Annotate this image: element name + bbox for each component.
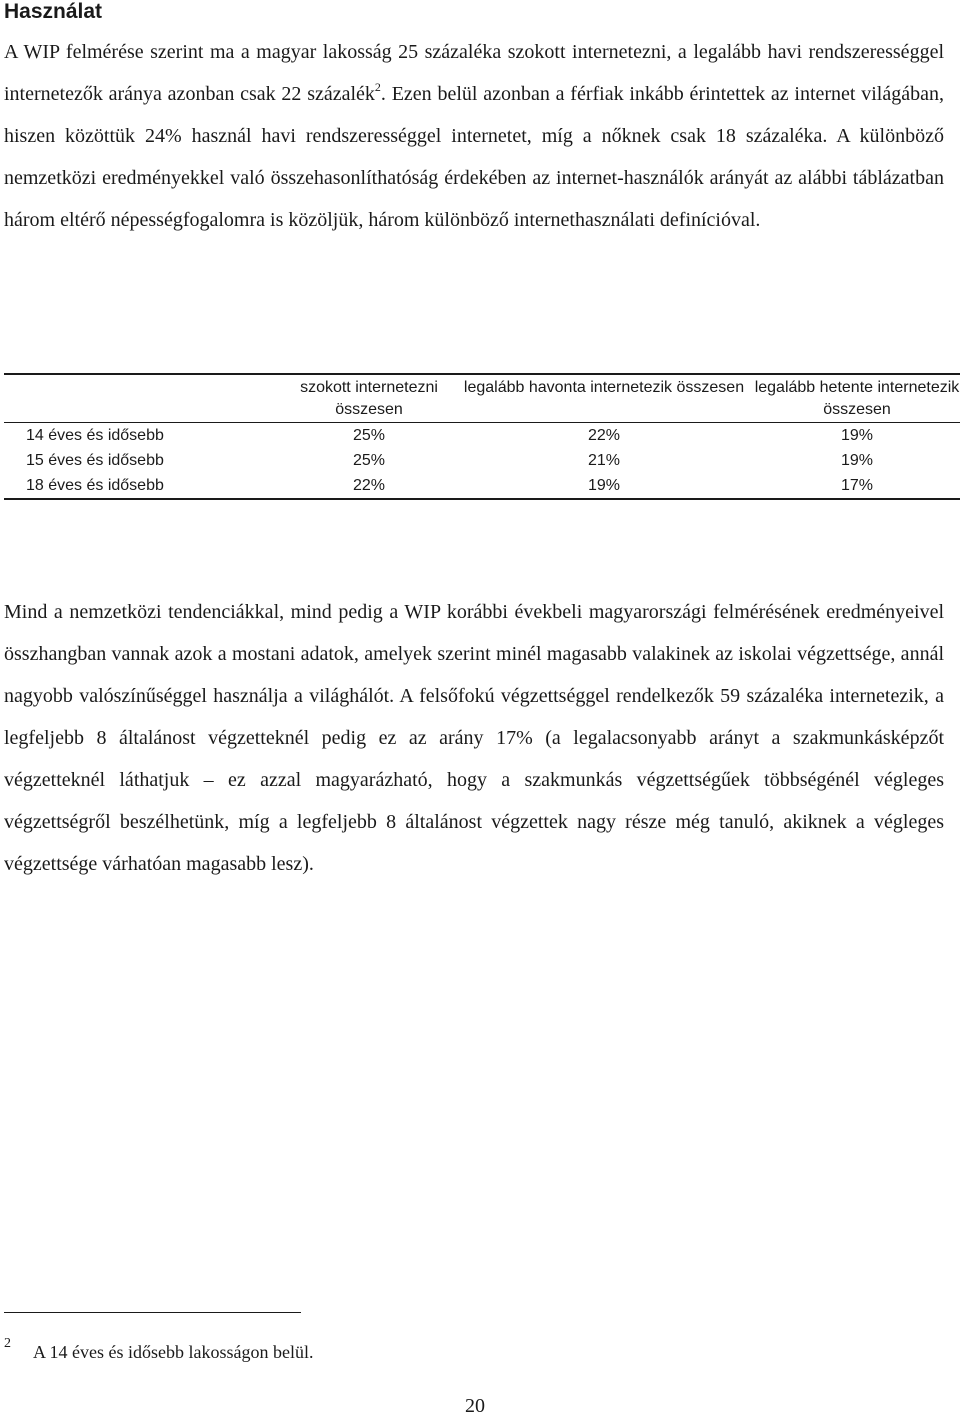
paragraph-intro-text-a: A WIP felmérése szerint ma a magyar lakosság 25 százaléka szokott internetezni, a legalább havi rendszerességgel internetezők aránya azonban csak 22 százalék [4,41,944,105]
table-row [4,423,960,449]
section-title: Használat [4,0,103,23]
paragraph-intro-text-b: . Ezen belül azonban a férfiak inkább érintettek az internet világában, hiszen közöttük 24% használ havi rendszerességgel internetet, míg a nőknek csak 18 százaléka. A különböző nemzetközi eredményekkel való összehasonlíthatóság érdekében az internet-használók arányát az alábbi táblázatban három eltérő népességfogalomra is közöljük, három különböző internethasználati definícióval. [4,83,944,231]
table-cell: 21% [587,452,621,469]
table-header-monthly: legalább havonta internetezik összesen [463,379,745,396]
table-cell: 17% [840,477,874,494]
table-row [4,473,960,499]
footnote-reference[interactable]: 2 [374,80,381,94]
table-cell: 19% [587,477,621,494]
footnote-text: A 14 éves és idősebb lakosságon belül. [33,1342,314,1362]
table-cell: 25% [352,452,386,469]
internet-usage-table [4,373,960,500]
table-header-usually: szokott internetezni összesen [300,379,438,418]
row-label: 18 éves és idősebb [26,477,164,494]
row-label: 14 éves és idősebb [26,427,164,444]
footnote-mark: 2 [4,1336,11,1351]
row-label: 15 éves és idősebb [26,452,164,469]
table-cell: 19% [840,427,874,444]
table-cell: 25% [352,427,386,444]
footnote-separator [4,1312,301,1313]
table-header-corner [4,374,284,423]
table-cell: 19% [840,452,874,469]
table-header-row [4,374,960,423]
page-number: 20 [465,1395,485,1417]
table-cell: 22% [352,477,386,494]
paragraph-intro [4,31,944,241]
table-cell: 22% [587,427,621,444]
paragraph-education: Mind a nemzetközi tendenciákkal, mind pedig a WIP korábbi évekbeli magyarországi felmérésének eredményeivel összhangban vannak azok a mostani adatok, amelyek szerint minél magasabb valakinek az iskolai végzettsége, annál nagyobb valószínűséggel használja a világhálót. A felsőfokú végzettséggel rendelkezők 59 százaléka internetezik, a legfeljebb 8 általánost végzetteknél pedig ez az arány 17% (a legalacsonyabb arányt a szakmunkásképzőt végzetteknél láthatjuk – ez azzal magyarázható, hogy a szakmunkás végzettségűek többségénél végleges végzettségről beszélhetünk, míg a legfeljebb 8 általánost végzettek nagy része még tanuló, akiknek a végleges végzettsége várhatóan magasabb lesz). [4,601,944,875]
table-header-weekly: legalább hetente internetezik összesen [754,379,960,418]
table-row [4,448,960,473]
